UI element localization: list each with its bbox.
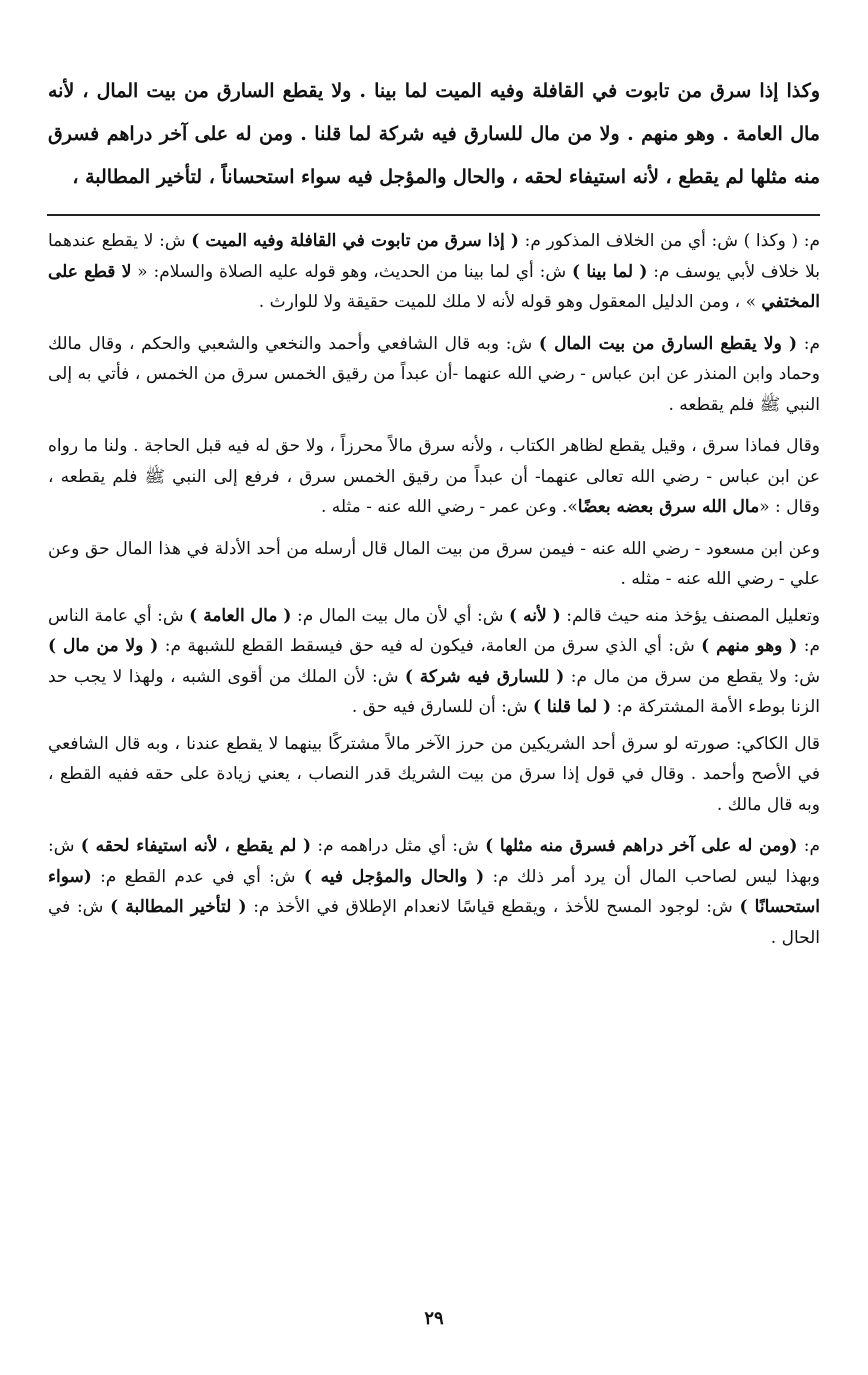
commentary-paragraph: [48, 226, 820, 318]
quoted-matn-text: ( والحال والمؤجل فيه ): [303, 866, 485, 887]
commentary-text: ش: لأن الملك من أقوى الشبه ، ولهذا لا يجب حد الزنا بوطء الأمة المشتركة م:: [48, 666, 820, 717]
commentary-paragraph: [48, 329, 820, 421]
commentary-text: ش: أي لما بينا من الحديث، وهو قوله عليه الصلاة والسلام: «: [131, 261, 572, 282]
commentary-text: ش: لوجود المسح للأخذ ، ويقطع قياسًا لانعدام الإطلاق في الأخذ م:: [246, 897, 740, 917]
commentary-text: وعن ابن مسعود - رضي الله عنه - فيمن سرق من بيت المال قال أرسله من أحد الأدلة في هذا المال حق وعن علي - رضي الله عنه - مثله .: [48, 538, 820, 589]
quoted-matn-text: ( مال العامة ): [189, 605, 292, 626]
separator-line: [47, 214, 820, 216]
commentary-text: ش: ولا يقطع من سرق من مال م:: [564, 666, 820, 687]
quoted-matn-text: ( لتأخير المطالبة ): [110, 897, 247, 917]
commentary-block: [48, 226, 820, 964]
quoted-matn-text: ( للسارق فيه شركة ): [404, 666, 565, 687]
quoted-matn-text: ( لما بينا ): [571, 261, 648, 282]
quoted-matn-text: (سواء استحسانًا ): [48, 866, 821, 917]
commentary-text: ش: وبه قال الشافعي وأحمد والنخعي والشعبي والحكم ، وقال مالك وحماد وابن المنذر عن ابن عباس - رضي الله عنهما -أن عبداً من رقيق الخمس سرق من الخمس ، فأتي به إلى النبي ﷺ فلم يقطعه .: [48, 333, 820, 415]
commentary-text: ش: أن للسارق فيه حق .: [351, 697, 533, 717]
commentary-text: ش: أي عامة الناس م:: [48, 605, 820, 656]
commentary-text: ش: وبهذا ليس لصاحب المال أن يرد أمر ذلك م:: [48, 836, 820, 887]
commentary-text: ». وعن عمر - رضي الله عنه - مثله .: [320, 497, 578, 517]
commentary-text: وقال فماذا سرق ، وقيل يقطع لظاهر الكتاب ، ولأنه سرق مالاً محرزاً ، ولا حق له فيه قبل الحاجة . ولنا ما رواه عن ابن عباس - رضي الله تعالى عنهما- أن عبداً من رقيق الخمس سرق ، فرفع إلى النبي ﷺ فلم يقطعه ، وقال : «: [48, 436, 820, 517]
commentary-text: ش: أي مثل دراهمه م:: [311, 836, 486, 856]
commentary-text: ش: أي في عدم القطع م:: [91, 866, 304, 887]
quoted-matn-text: ( ولا يقطع السارق من بيت المال ): [538, 333, 798, 354]
quoted-matn-text: ( ولا من مال ): [48, 636, 159, 656]
quoted-matn-text: ( لم يقطع ، لأنه استيفاء لحقه ): [80, 836, 312, 856]
commentary-text: ش: أي الذي سرق من العامة، فيكون له فيه حق فيسقط القطع للشبهة م:: [158, 636, 702, 656]
commentary-paragraph: [48, 729, 820, 821]
commentary-paragraph: [48, 601, 820, 723]
commentary-paragraph: [48, 534, 820, 595]
commentary-text: م:: [797, 836, 820, 856]
commentary-text: قال الكاكي: صورته لو سرق أحد الشريكين من حرز الآخر مالاً مشتركًا بينهما لا يقطع عندنا ، وبه قال الشافعي في الأصح وأحمد . وقال في قول إذا سرق من بيت الشريك قدر النصاب ، يعني زيادة على حقه ففيه القطع ، وبه قال مالك .: [48, 733, 820, 815]
commentary-text: وتعليل المصنف يؤخذ منه حيث قالم:: [560, 605, 820, 626]
quoted-matn-text: ( لأنه ): [509, 605, 561, 626]
commentary-text: ش: أي لأن مال بيت المال م:: [291, 605, 510, 626]
commentary-text: » ، ومن الدليل المعقول وهو قوله لأنه لا ملك للميت حقيقة ولا للوارث .: [258, 292, 762, 312]
quoted-matn-text: (ومن له على آخر دراهم فسرق منه مثلها ): [485, 836, 798, 856]
quoted-matn-text: ( إذا سرق من تابوت في القافلة وفيه الميت ): [191, 231, 519, 251]
commentary-paragraph: [48, 831, 820, 953]
main-text: [48, 70, 820, 199]
commentary-paragraph: [48, 431, 820, 523]
quoted-matn-text: لا قطع على المختفي: [48, 261, 820, 312]
main-text-paragraph: وكذا إذا سرق من تابوت في القافلة وفيه الميت لما بينا . ولا يقطع السارق من بيت المال ، لأنه مال العامة . وهو منهم . ولا من مال للسارق فيه شركة لما قلنا . ومن له على آخر دراهم فسرق منه مثلها لم يقطع ، لأنه استيفاء لحقه ، والحال والمؤجل فيه سواء استحساناً ، لتأخير المطالبة ،: [48, 80, 820, 188]
commentary-text: ش: في الحال .: [48, 897, 820, 948]
commentary-text: م: ( وكذا ) ش: أي من الخلاف المذكور م:: [518, 231, 820, 251]
quoted-matn-text: ( لما قلنا ): [532, 697, 612, 717]
quoted-matn-text: ( وهو منهم ): [701, 636, 798, 656]
quoted-matn-text: مال الله سرق بعضه بعضًا: [577, 497, 760, 517]
commentary-text: م:: [797, 333, 820, 354]
page-number: ٢٩: [424, 1308, 444, 1329]
commentary-text: ش: لا يقطع عندهما بلا خلاف لأبي يوسف م:: [48, 231, 821, 282]
